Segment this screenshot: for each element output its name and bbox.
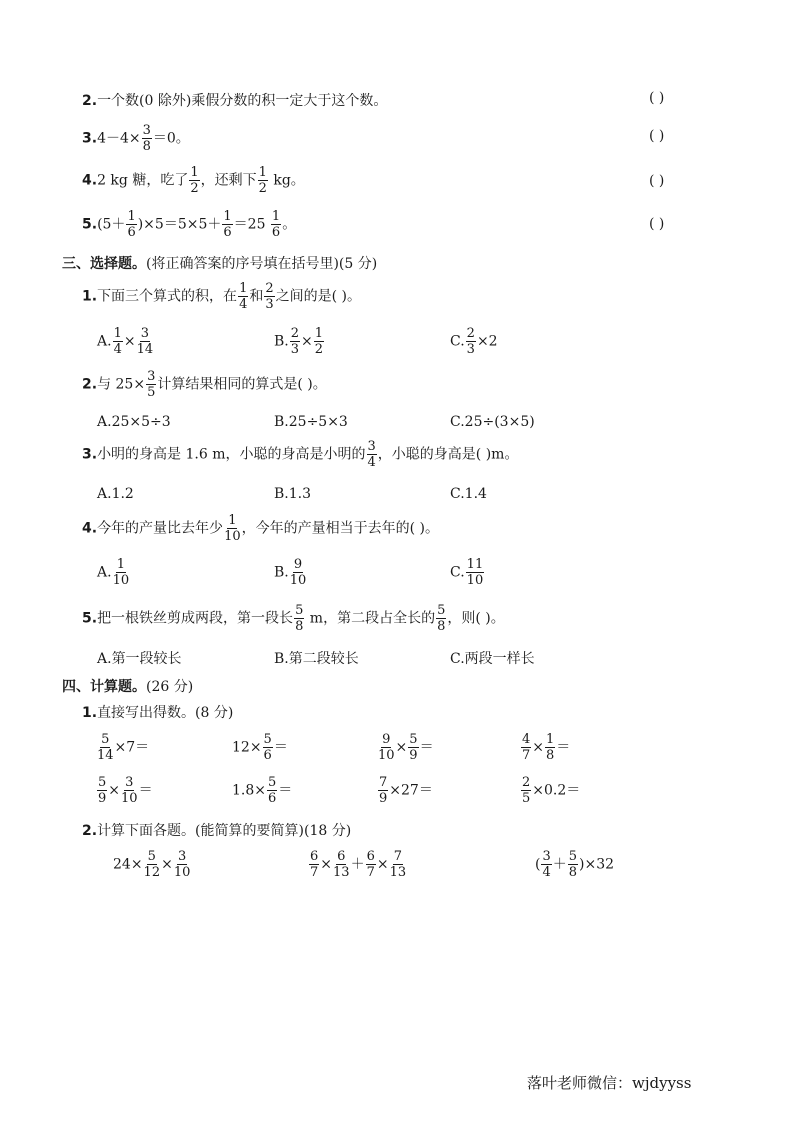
fraction: $\frac{2}{5}$ xyxy=(522,775,531,806)
fraction: $\frac{6}{13}$ xyxy=(333,849,350,880)
fraction: $\frac{7}{13}$ xyxy=(389,849,407,880)
expr-text: 4－4× xyxy=(97,130,141,147)
expr-text: )×5＝5×5＋ xyxy=(137,216,222,233)
calc-item: $\frac{5}{14}$ ×7＝ xyxy=(97,732,150,763)
fraction: $\frac{1}{8}$ xyxy=(546,732,555,763)
judge-item-number: 5. xyxy=(82,216,98,233)
fraction: $\frac{1}{2}$ xyxy=(190,165,199,196)
fraction: $\frac{1}{10}$ xyxy=(112,557,130,588)
judge-item-3 xyxy=(82,124,190,153)
expr-text: ＝25 xyxy=(233,216,270,233)
section-note: (将正确答案的序号填在括号里)(5 分) xyxy=(146,256,378,272)
expr-text: ＝0。 xyxy=(152,130,190,147)
calc-item: $\frac{7}{9}$ ×27＝ xyxy=(379,775,433,806)
calc-item: 1.8× $\frac{5}{6}$ ＝ xyxy=(232,775,293,806)
fraction: $\frac{3}{8}$ xyxy=(142,123,151,154)
calc-expression: ( $\frac{3}{4}$ ＋ $\frac{5}{8}$ )×32 xyxy=(535,849,615,880)
fraction: $\frac{9}{10}$ xyxy=(378,732,395,763)
section-title: 四、计算题。 xyxy=(62,679,146,695)
fraction: $\frac{2}{3}$ xyxy=(466,326,475,357)
option-b[interactable]: B.1.3 xyxy=(274,486,312,502)
option-c[interactable]: C.25÷(3×5) xyxy=(450,414,535,430)
fraction: $\frac{5}{8}$ xyxy=(295,603,304,634)
option-a[interactable]: A.25×5÷3 xyxy=(97,414,171,430)
option-c[interactable]: C.1.4 xyxy=(450,486,487,502)
fraction: $\frac{2}{3}$ xyxy=(290,326,300,357)
fraction: $\frac{5}{12}$ xyxy=(143,849,161,880)
calc-item: $\frac{9}{10}$ × $\frac{5}{9}$ ＝ xyxy=(378,732,434,763)
fraction: $\frac{1}{2}$ xyxy=(314,326,324,357)
judge-item-text: 一个数(0 除外)乘假分数的积一定大于这个数。 xyxy=(97,93,388,109)
choice-question-1: 1.下面三个算式的积，在 $\frac{1}{4}$ 和 $\frac{2}{3}$ 之间的是( )。 xyxy=(82,281,361,312)
fraction: $\frac{5}{8}$ xyxy=(437,603,446,634)
fraction: $\frac{7}{9}$ xyxy=(379,775,388,806)
judge-item-2 xyxy=(82,90,387,110)
judge-item-number: 4. xyxy=(82,172,98,189)
fraction: $\frac{3}{10}$ xyxy=(173,849,191,880)
expr-text: kg。 xyxy=(268,172,305,189)
option-a[interactable]: A. $\frac{1}{10}$ xyxy=(97,557,130,588)
expr-text: (5＋ xyxy=(97,216,126,233)
fraction: $\frac{3}{4}$ xyxy=(542,849,551,880)
judge-item-number: 2. xyxy=(82,93,98,109)
fraction: $\frac{6}{7}$ xyxy=(366,849,375,880)
calc-1-heading: 1.直接写出得数。(8 分) xyxy=(82,705,234,721)
option-b[interactable]: B. $\frac{9}{10}$ xyxy=(274,557,307,588)
choice-question-2: 2.与 25× $\frac{3}{5}$ 计算结果相同的算式是( )。 xyxy=(82,369,327,400)
fraction: $\frac{1}{6}$ xyxy=(127,209,136,240)
section-note: (26 分) xyxy=(146,679,194,695)
calc-item: $\frac{5}{9}$ × $\frac{3}{10}$ ＝ xyxy=(98,775,153,806)
fraction: $\frac{9}{10}$ xyxy=(289,557,307,588)
expr-text: ，还剩下 xyxy=(200,172,257,189)
fraction: $\frac{3}{5}$ xyxy=(147,369,156,400)
calc-item: $\frac{2}{5}$ ×0.2＝ xyxy=(522,775,581,806)
fraction: $\frac{5}{6}$ xyxy=(263,732,272,763)
judge-item-number: 3. xyxy=(82,130,98,147)
option-a[interactable]: A.1.2 xyxy=(97,486,134,502)
fraction: $\frac{3}{4}$ xyxy=(367,439,376,470)
option-b[interactable]: B.25÷5×3 xyxy=(274,414,348,430)
calc-expression: $\frac{6}{7}$ × $\frac{6}{13}$ ＋ $\frac{6}{7}$ × $\frac{7}{13}$ xyxy=(310,849,407,880)
calc-item: 12× $\frac{5}{6}$ ＝ xyxy=(232,732,288,763)
fraction: $\frac{5}{9}$ xyxy=(409,732,418,763)
fraction: $\frac{1}{6}$ xyxy=(271,209,281,240)
fraction: $\frac{5}{8}$ xyxy=(568,849,578,880)
fraction: $\frac{2}{3}$ xyxy=(265,281,274,312)
fraction: $\frac{3}{14}$ xyxy=(136,326,154,357)
section-3-heading xyxy=(62,253,377,273)
judge-answer-bracket-2[interactable]: ( ) xyxy=(649,90,665,106)
fraction: $\frac{3}{10}$ xyxy=(121,775,138,806)
section-4-heading xyxy=(62,676,193,696)
choice-question-5: 5.把一根铁丝剪成两段，第一段长 $\frac{5}{8}$ m，第二段占全长的 $\frac{5}{8}$ ，则( )。 xyxy=(82,603,505,634)
judge-answer-bracket-5[interactable]: ( ) xyxy=(649,216,665,232)
judge-answer-bracket-3[interactable]: ( ) xyxy=(649,128,665,144)
fraction: $\frac{5}{9}$ xyxy=(98,775,107,806)
option-c[interactable]: C. $\frac{2}{3}$ ×2 xyxy=(450,326,498,357)
footer-contact: 落叶老师微信：wjdyyss xyxy=(527,1074,692,1092)
fraction: $\frac{4}{7}$ xyxy=(522,732,531,763)
expr-text: 2 kg 糖，吃了 xyxy=(97,172,189,189)
option-b[interactable]: B. $\frac{2}{3}$ × $\frac{1}{2}$ xyxy=(274,326,324,357)
fraction: $\frac{1}{2}$ xyxy=(258,165,267,196)
expr-text: 。 xyxy=(282,216,297,233)
judge-item-4 xyxy=(82,166,305,195)
fraction: $\frac{1}{10}$ xyxy=(224,513,241,544)
choice-question-4: 4.今年的产量比去年少 $\frac{1}{10}$ ，今年的产量相当于去年的( )。 xyxy=(82,513,439,544)
option-c[interactable]: C.两段一样长 xyxy=(450,651,535,667)
judge-item-5 xyxy=(82,210,296,239)
fraction: $\frac{1}{4}$ xyxy=(239,281,248,312)
option-b[interactable]: B.第二段较长 xyxy=(274,651,359,667)
fraction: $\frac{1}{4}$ xyxy=(113,326,122,357)
judge-answer-bracket-4[interactable]: ( ) xyxy=(649,173,665,189)
calc-item: $\frac{4}{7}$ × $\frac{1}{8}$ ＝ xyxy=(522,732,571,763)
fraction: $\frac{6}{7}$ xyxy=(310,849,319,880)
calc-2-heading: 2.计算下面各题。(能简算的要简算)(18 分) xyxy=(82,823,352,839)
fraction: $\frac{5}{6}$ xyxy=(268,775,277,806)
fraction: $\frac{11}{10}$ xyxy=(466,557,484,588)
section-title: 三、选择题。 xyxy=(62,256,146,272)
option-a[interactable]: A. $\frac{1}{4}$ × $\frac{3}{14}$ xyxy=(97,326,154,357)
fraction: $\frac{5}{14}$ xyxy=(97,732,114,763)
option-a[interactable]: A.第一段较长 xyxy=(97,651,182,667)
calc-expression: 24× $\frac{5}{12}$ × $\frac{3}{10}$ xyxy=(113,849,191,880)
option-c[interactable]: C. $\frac{11}{10}$ xyxy=(450,557,484,588)
choice-question-3: 3.小明的身高是 1.6 m，小聪的身高是小明的 $\frac{3}{4}$ ，小聪的身高是( )m。 xyxy=(82,439,519,470)
fraction: $\frac{1}{6}$ xyxy=(223,209,232,240)
